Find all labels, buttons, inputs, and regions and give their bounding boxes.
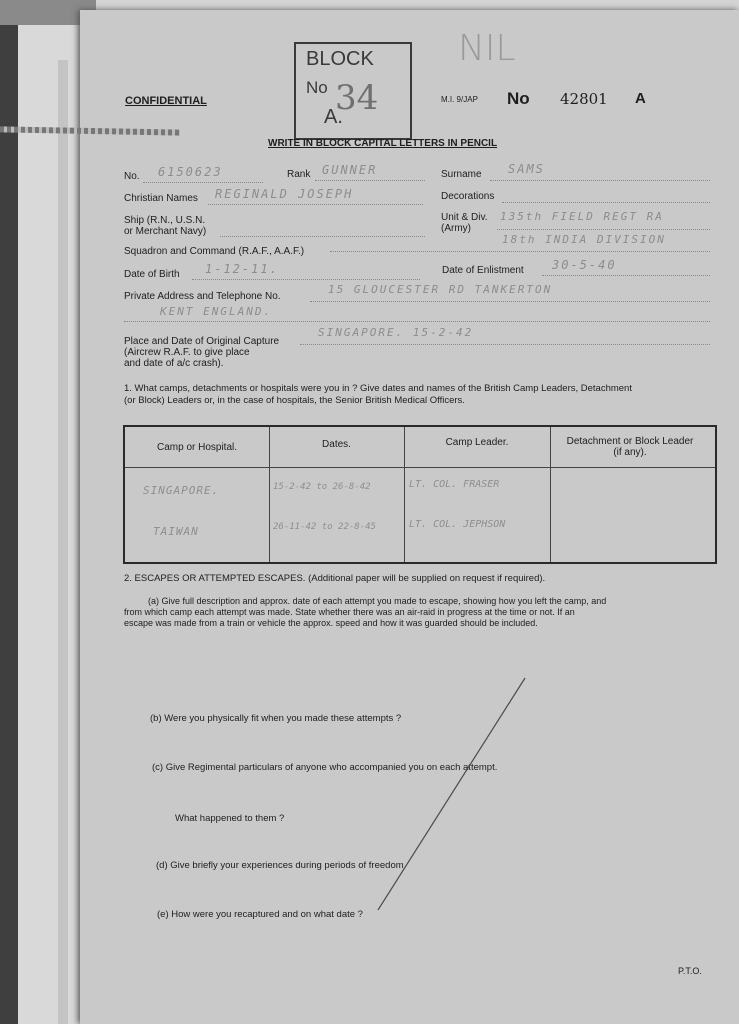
address-value-2: KENT ENGLAND. xyxy=(160,305,273,318)
form-code: M.I. 9/JAP xyxy=(441,95,478,104)
ship-label-2: or Merchant Navy) xyxy=(124,226,207,237)
ship-label-1: Ship (R.N., U.S.N. xyxy=(124,215,206,226)
capture-value: SINGAPORE. 15-2-42 xyxy=(318,326,474,339)
dob-label: Date of Birth xyxy=(124,269,180,280)
rank-value: GUNNER xyxy=(322,163,378,177)
table-cell: 15-2-42 to 26-8-42 xyxy=(273,482,371,492)
serial-suffix: A xyxy=(635,90,646,107)
rank-label: Rank xyxy=(287,169,311,180)
serial-number: 42801 xyxy=(560,90,608,108)
q2-title: 2. ESCAPES OR ATTEMPTED ESCAPES. (Additional paper will be supplied on request if required). xyxy=(124,573,546,584)
capture-label-1: Place and Date of Original Capture xyxy=(124,336,280,347)
stamp-line-3: A. xyxy=(324,106,343,128)
q2a-text-3: escape was made from a train or vehicle the approx. speed and how it was guarded should be included. xyxy=(124,618,538,628)
unit-label-2: (Army) xyxy=(441,223,471,234)
q1-text-1: 1. What camps, detachments or hospitals were you in ? Give dates and names of the British Camp Leaders, Detachment xyxy=(124,383,632,394)
stamp-line-2: No xyxy=(306,78,328,97)
table-header: Camp or Hospital. xyxy=(156,442,238,453)
table-cell: LT. COL. JEPHSON xyxy=(409,519,506,530)
q2b-text: (b) Were you physically fit when you made these attempts ? xyxy=(150,713,402,724)
christian-names-value: REGINALD JOSEPH xyxy=(215,187,354,201)
no-value: 6150623 xyxy=(158,165,223,179)
pencil-instruction: WRITE IN BLOCK CAPITAL LETTERS IN PENCIL xyxy=(268,138,498,149)
nil-handwritten-mark: NIL xyxy=(458,28,516,69)
q2a-text-2: from which camp each attempt was made. State whether there was an air-raid in progress at the time or not. If an xyxy=(124,607,575,617)
q2d-text: (d) Give briefly your experiences during periods of freedom. xyxy=(156,860,407,871)
surname-value: SAMS xyxy=(508,162,545,176)
stamp-handwritten-number: 34 xyxy=(335,78,379,118)
pto-label: P.T.O. xyxy=(678,966,702,976)
table-header: Dates. xyxy=(322,439,351,450)
table-cell: TAIWAN xyxy=(153,525,199,538)
table-cell: 26-11-42 to 22-8-45 xyxy=(273,522,376,532)
enlistment-label: Date of Enlistment xyxy=(442,265,524,276)
serial-number-label: No xyxy=(507,89,530,108)
capture-label-3: and date of a/c crash). xyxy=(124,358,224,369)
table-cell: SINGAPORE. xyxy=(143,484,220,497)
table-cell: LT. COL. FRASER xyxy=(409,479,500,490)
q2c-sub-text: What happened to them ? xyxy=(175,813,285,824)
enlistment-value: 30-5-40 xyxy=(552,258,617,272)
q2e-text: (e) How were you recaptured and on what date ? xyxy=(157,909,363,920)
table-header: Camp Leader. xyxy=(445,437,509,448)
stamp-line-1: BLOCK xyxy=(306,48,374,70)
table-header: Detachment or Block Leader (if any). xyxy=(566,436,694,458)
address-value-1: 15 GLOUCESTER RD TANKERTON xyxy=(328,283,553,296)
unit-label-1: Unit & Div. xyxy=(441,212,488,223)
unit-value-1: 135th FIELD REGT RA xyxy=(500,210,664,223)
q2c-text: (c) Give Regimental particulars of anyone who accompanied you on each attempt. xyxy=(152,762,498,773)
squadron-label: Squadron and Command (R.A.F., A.A.F.) xyxy=(124,246,305,257)
confidential-label: CONFIDENTIAL xyxy=(125,95,207,107)
surname-label: Surname xyxy=(441,169,482,180)
unit-value-2: 18th INDIA DIVISION xyxy=(502,233,666,246)
address-label: Private Address and Telephone No. xyxy=(124,291,281,302)
dob-value: 1-12-11. xyxy=(205,262,279,276)
q1-text-2: (or Block) Leaders or, in the case of hospitals, the Senior British Medical Officers. xyxy=(124,395,465,406)
q2a-text-1: (a) Give full description and approx. date of each attempt you made to escape, showing how you left the camp, and xyxy=(148,596,607,606)
capture-label-2: (Aircrew R.A.F. to give place xyxy=(124,347,250,358)
no-label: No. xyxy=(124,171,140,182)
decorations-label: Decorations xyxy=(441,191,495,202)
christian-names-label: Christian Names xyxy=(124,193,198,204)
